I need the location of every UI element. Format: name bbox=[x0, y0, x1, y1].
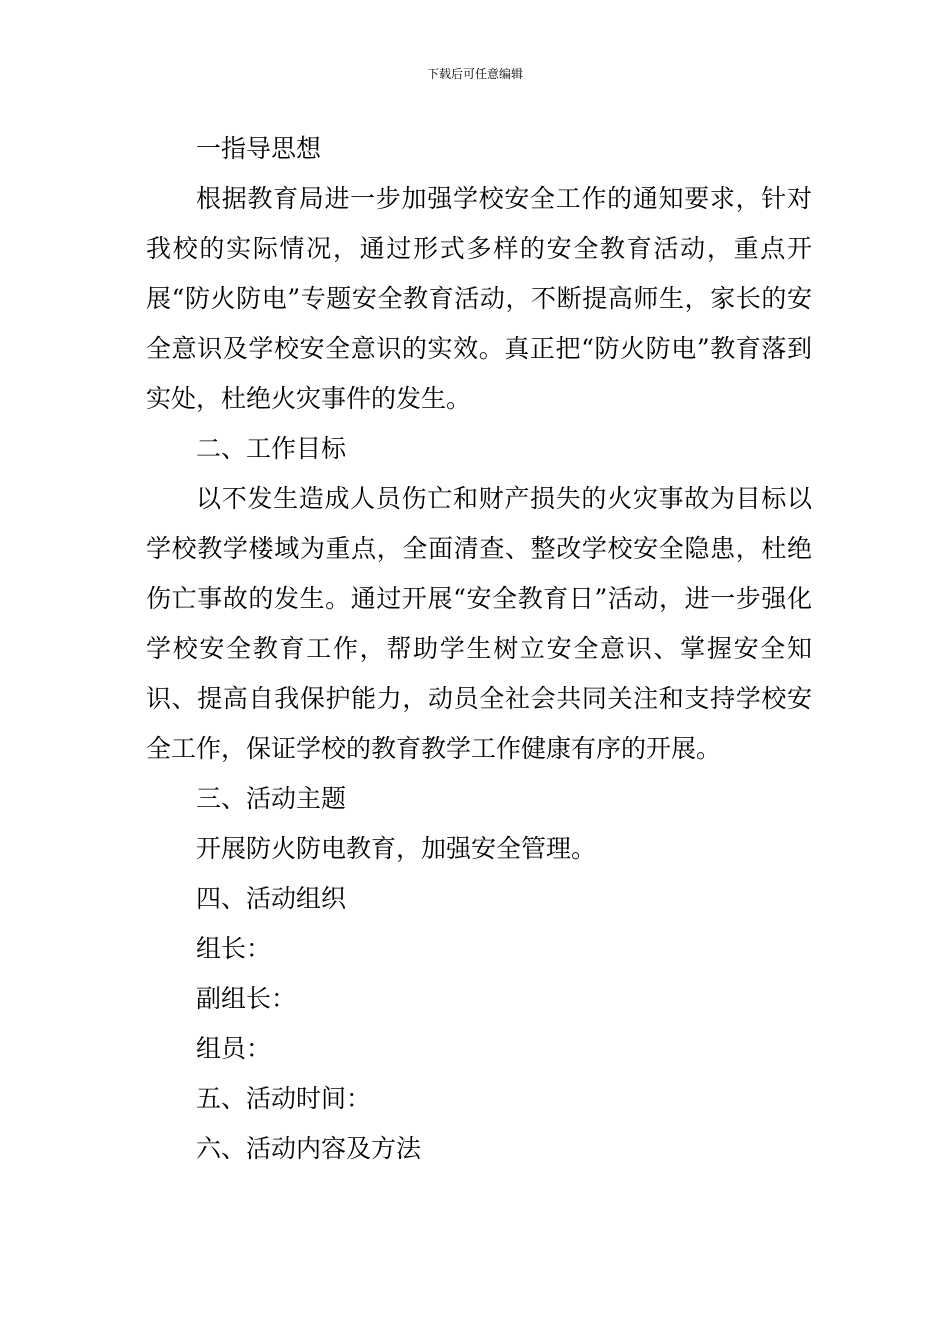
page-header: 下载后可任意编辑 bbox=[426, 67, 523, 81]
paragraph-guiding-ideology: 根据教育局进一步加强学校安全工作的通知要求，针对我校的实际情况，通过形式多样的安全教育活动，重点开展“防火防电”专题安全教育活动，不断提高师生，家长的安全意识及学校安全意识的实效。真正把“防火防电”教育落到实处，杜绝火灾事件的发生。 bbox=[146, 184, 812, 413]
section-title-activity-content: 六、活动内容及方法 bbox=[196, 1134, 422, 1163]
section-title-activity-theme: 三、活动主题 bbox=[196, 784, 347, 813]
section-title-work-goals: 二、工作目标 bbox=[196, 434, 347, 463]
document-body bbox=[146, 124, 812, 1174]
org-members-line: 组员： bbox=[196, 1034, 272, 1063]
section-title-guiding-ideology: 一指导思想 bbox=[196, 134, 322, 163]
org-leader-line: 组长： bbox=[196, 934, 272, 963]
paragraph-activity-theme: 开展防火防电教育，加强安全管理。 bbox=[196, 834, 597, 863]
org-deputy-leader-line: 副组长： bbox=[196, 984, 297, 1013]
section-title-activity-time: 五、活动时间： bbox=[196, 1084, 372, 1113]
paragraph-work-goals: 以不发生造成人员伤亡和财产损失的火灾事故为目标以学校教学楼域为重点，全面清查、整改学校安全隐患，杜绝伤亡事故的发生。通过开展“安全教育日”活动，进一步强化学校安全教育工作，帮助学生树立安全意识、掌握安全知识、提高自我保护能力，动员全社会共同关注和支持学校安全工作，保证学校的教育教学工作健康有序的开展。 bbox=[146, 484, 812, 763]
section-title-activity-organization: 四、活动组织 bbox=[196, 884, 347, 913]
